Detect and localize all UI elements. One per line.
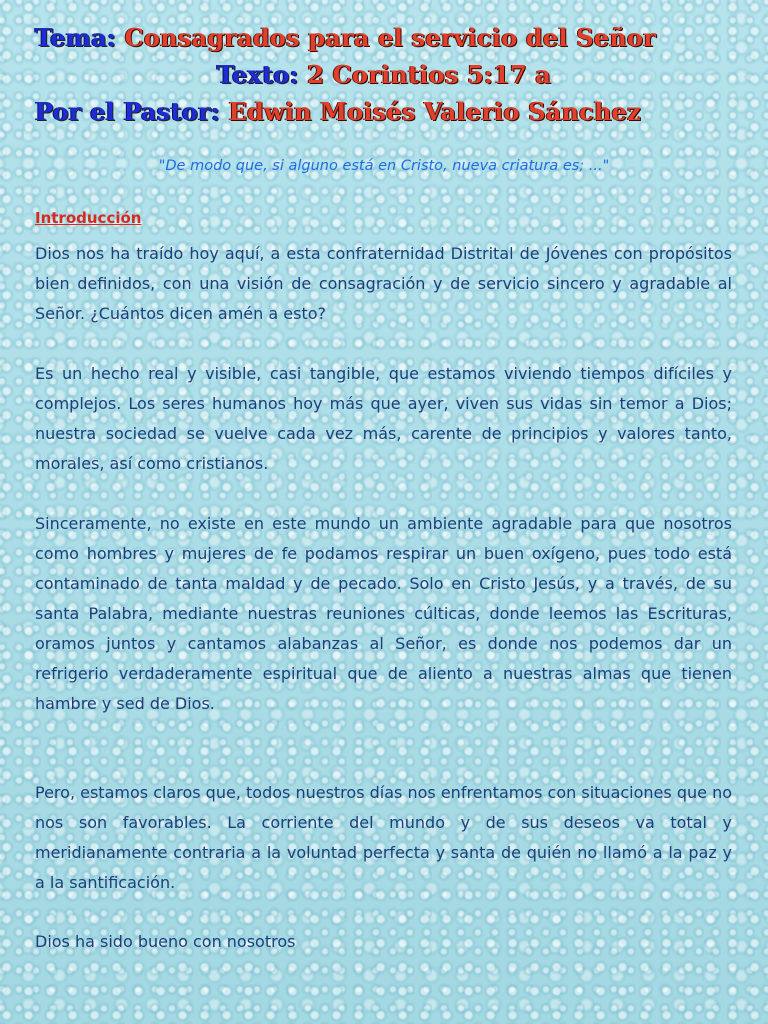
text-value: 2 Corintios 5:17 a [307, 60, 552, 89]
text-reference-heading [0, 60, 768, 89]
topic-value: Consagrados para el servicio del Señor [124, 23, 657, 52]
paragraph: Dios nos ha traído hoy aquí, a esta confraternidad Distrital de Jóvenes con propósitos bien definidos, con una visión de consagración y de servicio sincero y agradable al Señor. ¿Cuántos dicen amén a esto? [35, 244, 732, 323]
paragraph: Es un hecho real y visible, casi tangible, que estamos viviendo tiempos difíciles y complejos. Los seres humanos hoy más que ayer, viven sus vidas sin temor a Dios; nuestra sociedad se vuelve cada vez más, carente de principios y valores tanto, morales, así como cristianos. [35, 364, 732, 473]
text-label: Texto: [216, 60, 299, 89]
pastor-name: Edwin Moisés Valerio Sánchez [228, 97, 641, 126]
paragraph: Dios ha sido bueno con nosotros [35, 932, 296, 951]
pastor-heading [35, 97, 768, 126]
topic-heading [35, 23, 768, 52]
bible-verse-quote: "De modo que, si alguno está en Cristo, nueva criatura es; ..." [158, 158, 610, 174]
paragraph: Pero, estamos claros que, todos nuestros días nos enfrentamos con situaciones que no nos son favorables. La corriente del mundo y de sus deseos va total y meridianamente contraria a la voluntad perfecta y santa de quién no llamó a la paz y a la santificación. [35, 783, 732, 892]
pastor-label: Por el Pastor: [35, 97, 221, 126]
topic-label: Tema: [35, 23, 117, 52]
paragraph: Sinceramente, no existe en este mundo un ambiente agradable para que nosotros como hombres y mujeres de fe podamos respirar un buen oxígeno, pues todo está contaminado de tanta maldad y de pecado. Solo en Cristo Jesús, y a través, de su santa Palabra, mediante nuestras reuniones cúlticas, donde leemos las Escrituras, oramos juntos y cantamos alabanzas al Señor, es donde nos podemos dar un refrigerio verdaderamente espiritual que de aliento a nuestras almas que tienen hambre y sed de Dios. [35, 514, 732, 713]
section-title: Introducción [35, 209, 142, 227]
